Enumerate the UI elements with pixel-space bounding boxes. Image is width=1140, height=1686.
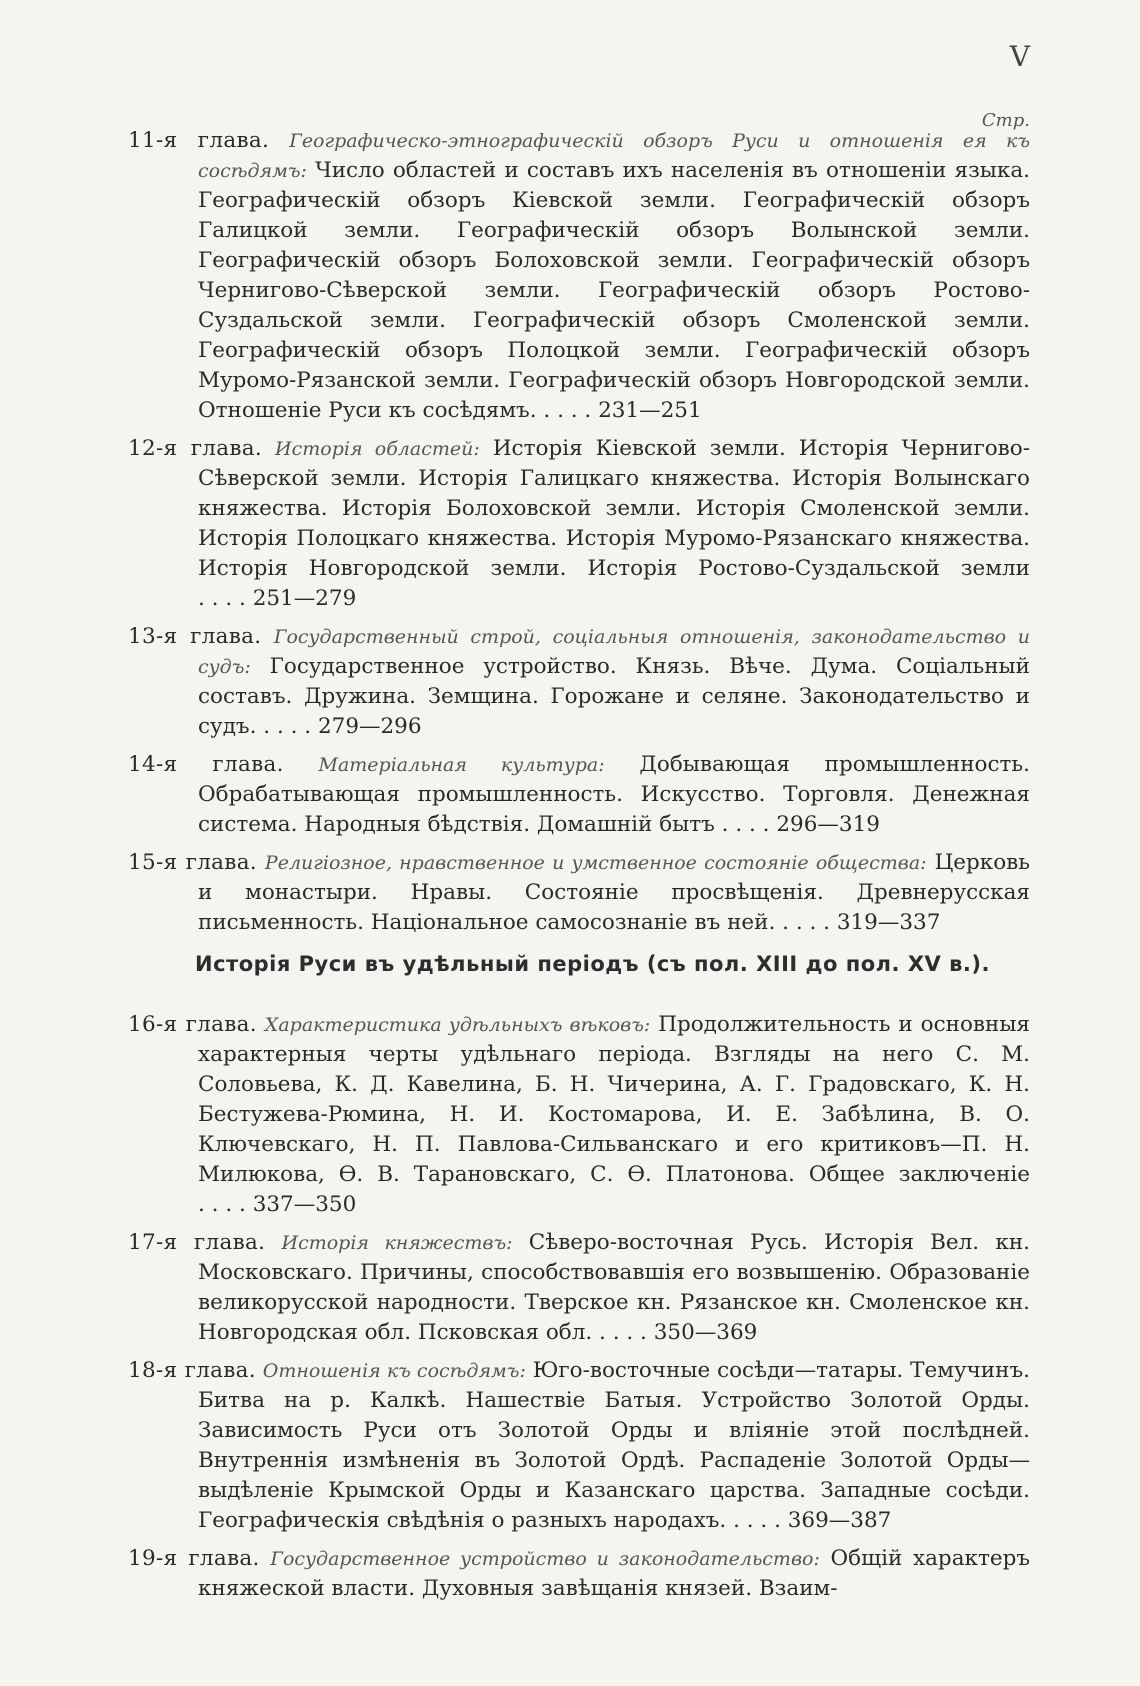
chapter-title: Географическо-этнографическій обзоръ Руси и отношенія ея къ сосѣдямъ:: [198, 130, 1030, 182]
page-range: 279—296: [317, 714, 422, 739]
page-range: 369—387: [787, 1508, 892, 1533]
chapter-label: 13-я глава.: [128, 624, 262, 649]
toc-entry: 13-я глава. Государственный строй, соціальныя отношенія, законодательство и судъ: Государственное устройство. Князь. Вѣче. Дума. Соціальный составъ. Дружина. Земщина. Горожане и селяне. Законодательство и судъ. . . . . 279—296: [128, 624, 1030, 739]
section-heading: Исторія Руси въ удѣльный періодъ (съ пол. XIII до пол. XV в.).: [195, 952, 990, 976]
chapter-contents: Государственное устройство. Князь. Вѣче. Дума. Соціальный составъ. Дружина. Земщина. Горожане и селяне. Законодательство и судъ.: [198, 654, 1030, 739]
chapter-label: 16-я глава.: [128, 1012, 257, 1037]
toc-section-1: [128, 126, 1030, 946]
chapter-title: Исторія княжествъ:: [281, 1232, 513, 1254]
toc-entry: [128, 1544, 1030, 1604]
chapter-title: Характеристика удѣльныхъ вѣковъ:: [264, 1014, 651, 1036]
chapter-title: Исторія областей:: [275, 438, 480, 460]
toc-entry: 15-я глава. Религіозное, нравственное и умственное состояніе общества: Церковь и монастыри. Нравы. Состояніе просвѣщенія. Древнерусская письменность. Національное самосознаніе въ ней. . . . . 319—337: [128, 850, 1030, 935]
chapter-label: 19-я глава.: [128, 1546, 260, 1571]
page-range: 251—279: [252, 586, 357, 611]
toc-entry: 16-я глава. Характеристика удѣльныхъ вѣковъ: Продолжительность и основныя характерныя черты удѣльнаго періода. Взгляды на него С. М. Соловьева, К. Д. Кавелина, Б. Н. Чичерина, А. Г. Градовскаго, К. Н. Бестужева-Рюмина, Н. И. Костомарова, И. Е. Забѣлина, В. О. Ключевскаго, Н. П. Павлова-Сильванскаго и его критиковъ—П. Н. Милюкова, Ѳ. В. Тарановскаго, С. Ѳ. Платонова. Общее заключеніе . . . . 337—350: [128, 1012, 1030, 1217]
chapter-label: 18-я глава.: [128, 1358, 256, 1383]
page-range: 319—337: [836, 910, 941, 935]
chapter-title: Государственный строй, соціальныя отношенія, законодательство и судъ:: [198, 626, 1030, 678]
chapter-label: 17-я глава.: [128, 1230, 266, 1255]
chapter-contents: Исторія Кіевской земли. Исторія Чернигово-Сѣверской земли. Исторія Галицкаго княжества. Исторія Волынскаго княжества. Исторія Болоховской земли. Исторія Смоленской земли. Исторія Полоцкаго княжества. Исторія Муромо-Рязанскаго княжества. Исторія Новгородской земли. Исторія Ростово-Суздальской земли: [198, 436, 1030, 581]
chapter-contents: Общій характеръ княжеской власти. Духовныя завѣщанія князей. Взаим-: [198, 1546, 1031, 1601]
page-number: V: [1009, 40, 1030, 73]
chapter-contents: Число областей и составъ ихъ населенія въ отношеніи языка. Географическій обзоръ Кіевской земли. Географическій обзоръ Галицкой земли. Географическій обзоръ Волынской земли. Географическій обзоръ Болоховской земли. Географическій обзоръ Чернигово-Сѣверской земли. Географическій обзоръ Ростово-Суздальской земли. Географическій обзоръ Смоленской земли. Географическій обзоръ Полоцкой земли. Географическій обзоръ Муромо-Рязанской земли. Географическій обзоръ Новгородской земли. Отношеніе Руси къ сосѣдямъ.: [198, 158, 1030, 423]
chapter-contents: Продолжительность и основныя характерныя черты удѣльнаго періода. Взгляды на него С. М. Соловьева, К. Д. Кавелина, Б. Н. Чичерина, А. Г. Градовскаго, К. Н. Бестужева-Рюмина, Н. И. Костомарова, И. Е. Забѣлина, В. О. Ключевскаго, Н. П. Павлова-Сильванскаго и его критиковъ—П. Н. Милюкова, Ѳ. В. Тарановскаго, С. Ѳ. Платонова. Общее заключеніе: [198, 1012, 1030, 1187]
chapter-title: Отношенія къ сосѣдямъ:: [262, 1360, 526, 1382]
chapter-contents: Юго-восточные сосѣди—татары. Темучинъ. Битва на р. Калкѣ. Нашествіе Батыя. Устройство Золотой Орды. Зависимость Руси отъ Золотой Орды и вліяніе этой послѣдней. Внутреннія измѣненія въ Золотой Ордѣ. Распаденіе Золотой Орды—выдѣленіе Крымской Орды и Казанскаго царства. Западные сосѣди. Географическія свѣдѣнія о разныхъ народахъ.: [198, 1358, 1030, 1533]
chapter-label: 12-я глава.: [128, 436, 263, 461]
toc-entry: 18-я глава. Отношенія къ сосѣдямъ: Юго-восточные сосѣди—татары. Темучинъ. Битва на р. Калкѣ. Нашествіе Батыя. Устройство Золотой Орды. Зависимость Руси отъ Золотой Орды и вліяніе этой послѣдней. Внутреннія измѣненія въ Золотой Ордѣ. Распаденіе Золотой Орды—выдѣленіе Крымской Орды и Казанскаго царства. Западные сосѣди. Географическія свѣдѣнія о разныхъ народахъ. . . . . 369—387: [128, 1358, 1030, 1533]
chapter-contents: Церковь и монастыри. Нравы. Состояніе просвѣщенія. Древнерусская письменность. Національное самосознаніе въ ней.: [198, 850, 1030, 935]
chapter-label: 15-я глава.: [128, 850, 257, 875]
toc-entry: 17-я глава. Исторія княжествъ: Сѣверо-восточная Русь. Исторія Вел. кн. Московскаго. Причины, способствовавшія его возвышенію. Образованіе великорусской народности. Тверское кн. Рязанское кн. Смоленское кн. Новгородская обл. Псковская обл. . . . . 350—369: [128, 1230, 1030, 1345]
toc-entry: 14-я глава. Матеріальная культура: Добывающая промышленность. Обрабатывающая промышленность. Искусство. Торговля. Денежная система. Народныя бѣдствія. Домашній бытъ . . . . 296—319: [128, 752, 1030, 837]
page-range: 231—251: [598, 398, 702, 423]
page-range: 337—350: [252, 1192, 357, 1217]
chapter-label: 14-я глава.: [128, 752, 284, 777]
toc-entry: 12-я глава. Исторія областей: Исторія Кіевской земли. Исторія Чернигово-Сѣверской земли. Исторія Галицкаго княжества. Исторія Волынскаго княжества. Исторія Болоховской земли. Исторія Смоленской земли. Исторія Полоцкаго княжества. Исторія Муромо-Рязанскаго княжества. Исторія Новгородской земли. Исторія Ростово-Суздальской земли . . . . 251—279: [128, 436, 1030, 611]
chapter-label: 11-я глава.: [128, 128, 270, 153]
page-range: 296—319: [776, 812, 880, 837]
chapter-title: Государственное устройство и законодательство:: [270, 1548, 820, 1570]
chapter-title: Религіозное, нравственное и умственное состояніе общества:: [264, 852, 927, 874]
page-range: 350—369: [653, 1320, 758, 1345]
chapter-contents: Добывающая промышленность. Обрабатывающая промышленность. Искусство. Торговля. Денежная система. Народныя бѣдствія. Домашній бытъ: [198, 752, 1030, 837]
toc-section-2: [128, 1010, 1030, 1612]
chapter-title: Матеріальная культура:: [318, 754, 605, 776]
chapter-contents: Сѣверо-восточная Русь. Исторія Вел. кн. Московскаго. Причины, способствовавшія его возвышенію. Образованіе великорусской народности. Тверское кн. Рязанское кн. Смоленское кн. Новгородская обл. Псковская обл.: [198, 1230, 1030, 1345]
page-column-label: Стр.: [981, 110, 1030, 131]
toc-entry: 11-я глава. Географическо-этнографическій обзоръ Руси и отношенія ея къ сосѣдямъ: Число областей и составъ ихъ населенія въ отношеніи языка. Географическій обзоръ Кіевской земли. Географическій обзоръ Галицкой земли. Географическій обзоръ Волынской земли. Географическій обзоръ Болоховской земли. Географическій обзоръ Чернигово-Сѣверской земли. Географическій обзоръ Ростово-Суздальской земли. Географическій обзоръ Смоленской земли. Географическій обзоръ Полоцкой земли. Географическій обзоръ Муромо-Рязанской земли. Географическій обзоръ Новгородской земли. Отношеніе Руси къ сосѣдямъ. . . . . 231—251: [128, 128, 1030, 423]
